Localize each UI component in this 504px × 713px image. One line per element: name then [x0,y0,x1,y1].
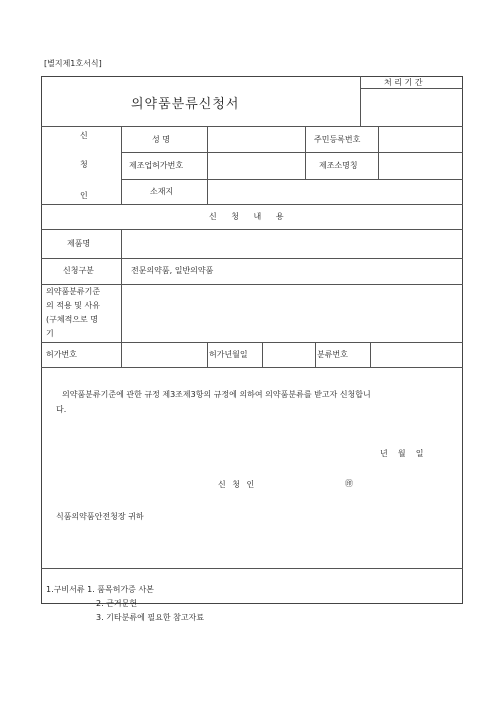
manufacturer-name-field[interactable] [380,154,461,178]
manufacture-permit-field[interactable] [209,154,303,178]
divider [262,342,263,367]
criteria-reason-label: (구체적으로 명 [46,315,99,324]
divider [207,342,208,367]
divider [41,367,463,368]
name-label: 성 명 [152,135,170,144]
divider [41,284,463,285]
attachments-heading: 1.구비서류 1. 품목허가증 사본 [46,585,154,594]
applicant-label-char: 청 [80,160,88,169]
application-type-value[interactable]: 전문의약품, 일반의약품 [131,266,214,275]
address-label: 소재지 [150,187,174,196]
divider [41,204,463,205]
divider [121,152,463,153]
resident-number-label: 주민등록번호 [314,135,361,144]
divider [41,342,463,343]
manufacturer-name-label: 제조소명칭 [319,161,358,170]
permit-date-label: 허가년월일 [209,350,248,359]
product-name-field[interactable] [123,231,461,257]
divider [121,179,463,180]
date-line: 년 월 일 [380,449,424,458]
processing-period-label: 처 리 기 간 [384,78,423,87]
form-number-label: [별지제1호서식] [44,59,102,68]
permit-number-label: 허가번호 [46,350,77,359]
criteria-reason-field[interactable] [123,286,461,341]
addressee: 식품의약품안전청장 귀하 [56,512,144,521]
divider [207,126,208,204]
criteria-reason-label: 기 [46,329,54,338]
product-name-label: 제품명 [67,239,91,248]
applicant-signature-label: 신 청 인 [218,480,255,489]
divider [360,88,463,89]
section-header: 신 청 내 용 [209,212,284,221]
divider [41,258,463,259]
divider [315,342,316,367]
divider [378,126,379,179]
attachment-item: 3. 기타분류에 필요한 참고자료 [96,613,204,622]
classification-number-field[interactable] [372,344,461,366]
permit-number-field[interactable] [123,344,205,366]
divider [121,229,122,367]
resident-number-field[interactable] [380,128,461,151]
divider [121,126,122,204]
divider [360,76,361,126]
application-type-label: 신청구분 [63,266,94,275]
seal-mark: ㊞ [345,479,353,488]
address-field[interactable] [209,181,461,203]
form-title: 의약품분류신청서 [131,97,240,112]
divider [305,126,306,179]
classification-number-label: 분류번호 [317,350,348,359]
applicant-label-char: 신 [80,131,88,140]
statement-text: 의약품분류기준에 관한 규정 제3조제3항의 규정에 의하여 의약품분류를 받고자 신청합니 [62,390,371,399]
processing-period-field[interactable] [362,90,461,124]
name-field[interactable] [209,128,303,151]
statement-text: 다. [56,405,67,414]
criteria-reason-label: 의약품분류기준 [46,287,101,296]
attachment-item: 2. 근거문헌 [96,599,138,608]
divider [41,568,463,569]
divider [41,126,463,127]
applicant-label-char: 인 [80,191,88,200]
permit-date-field[interactable] [264,344,314,366]
manufacture-permit-label: 제조업허가번호 [129,161,184,170]
divider [370,342,371,367]
criteria-reason-label: 의 적용 및 사유 [46,301,100,310]
divider [41,229,463,230]
